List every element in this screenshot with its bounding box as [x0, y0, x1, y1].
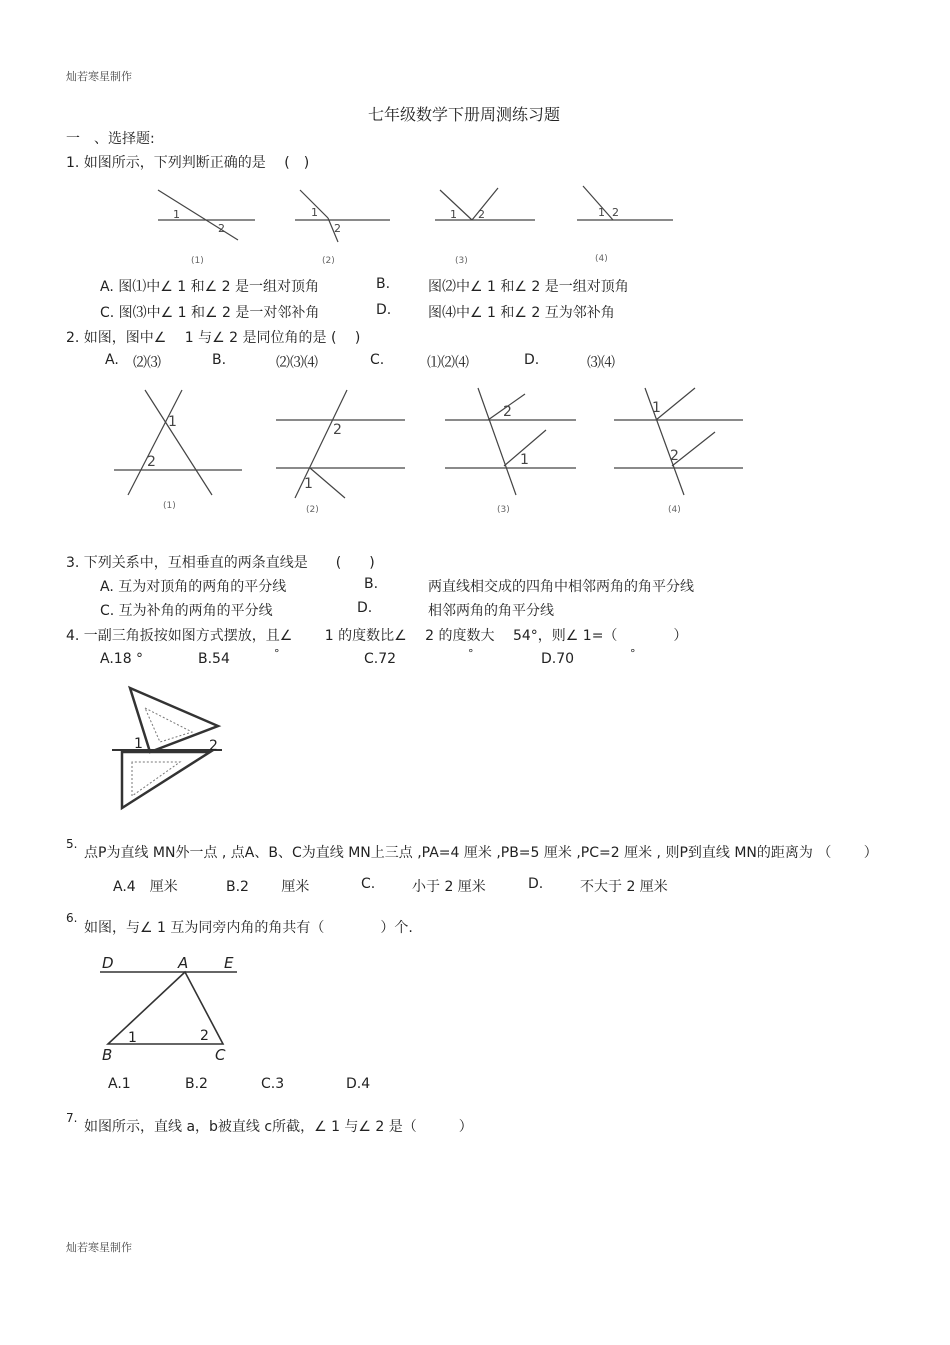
q1-figures — [0, 180, 950, 270]
q2-fig-label-4: (4) — [668, 505, 681, 515]
svg-text:2: 2 — [333, 422, 342, 438]
q2-fig-label-2: (2) — [306, 505, 319, 515]
svg-text:1: 1 — [652, 400, 661, 416]
q5-option-d-letter: D. — [528, 876, 544, 892]
q1-option-b: 图⑵中∠ 1 和∠ 2 是一组对顶角 — [428, 279, 629, 295]
q5-option-c-letter: C. — [361, 876, 376, 892]
q6-option-b: B.2 — [185, 1076, 208, 1092]
q4-option-b-degree: ° — [274, 647, 280, 660]
q1-stem: 1. 如图所示，下列判断正确的是 ( ) — [66, 155, 310, 171]
svg-text:A: A — [178, 954, 189, 972]
q2-figures — [0, 380, 950, 520]
svg-text:2: 2 — [209, 738, 218, 754]
svg-text:1: 1 — [128, 1030, 137, 1046]
svg-text:B: B — [102, 1046, 113, 1064]
svg-text:2: 2 — [218, 222, 225, 235]
q2-option-a: ⑵⑶ — [133, 355, 161, 371]
q2-stem: 2. 如图，图中∠ 1 与∠ 2 是同位角的是 ( ) — [66, 330, 361, 346]
page-title: 七年级数学下册周测练习题 — [368, 105, 561, 124]
q3-option-a: A. 互为对顶角的两角的平分线 — [100, 579, 287, 595]
q3-option-d-letter: D. — [357, 600, 373, 616]
q4-option-d: D.70 — [541, 651, 575, 667]
page-footer: 灿若寒星制作 — [66, 1241, 132, 1254]
q2-option-b: ⑵⑶⑷ — [276, 355, 318, 371]
svg-text:1: 1 — [168, 414, 177, 430]
q3-option-b: 两直线相交成的四角中相邻两角的角平分线 — [428, 579, 694, 595]
svg-text:D: D — [102, 954, 114, 972]
q6-option-c: C.3 — [261, 1076, 285, 1092]
q5-option-c: 小于 2 厘米 — [412, 879, 486, 895]
svg-text:2: 2 — [147, 454, 156, 470]
q5-number: 5. — [66, 837, 78, 851]
q3-option-c: C. 互为补角的两角的平分线 — [100, 603, 273, 619]
q2-option-d-letter: D. — [524, 352, 540, 368]
q5-option-a: A.4 厘米 — [113, 879, 178, 895]
q2-option-a-letter: A. — [105, 352, 119, 368]
q6-figure — [0, 950, 260, 1065]
q4-option-c-degree: ° — [468, 647, 474, 660]
q4-figure — [0, 680, 260, 820]
q1-option-a: A. 图⑴中∠ 1 和∠ 2 是一组对顶角 — [100, 279, 319, 295]
q1-option-d-letter: D. — [376, 302, 392, 318]
q1-option-b-letter: B. — [376, 276, 391, 292]
q3-stem: 3. 下列关系中，互相垂直的两条直线是 ( ) — [66, 555, 375, 571]
q4-option-c: C.72 — [364, 651, 397, 667]
q5-option-b: B.2 厘米 — [226, 879, 310, 895]
q7-stem: 如图所示，直线 a，b被直线 c所截，∠ 1 与∠ 2 是（ ） — [84, 1119, 473, 1135]
q2-option-b-letter: B. — [212, 352, 227, 368]
q4-option-b: B.54 — [198, 651, 230, 667]
q2-option-d: ⑶⑷ — [587, 355, 615, 371]
svg-text:E: E — [224, 954, 234, 972]
q2-option-c-letter: C. — [370, 352, 385, 368]
q1-fig-label-2: (2) — [322, 256, 335, 266]
q6-option-d: D.4 — [346, 1076, 371, 1092]
svg-text:2: 2 — [200, 1028, 209, 1044]
q2-option-c: ⑴⑵⑷ — [427, 355, 469, 371]
svg-text:1: 1 — [304, 476, 313, 492]
q4-option-d-degree: ° — [630, 647, 636, 660]
q3-option-d: 相邻两角的角平分线 — [428, 603, 554, 619]
q5-option-d: 不大于 2 厘米 — [580, 879, 668, 895]
svg-text:2: 2 — [612, 206, 619, 219]
q4-option-a: A.18 ° — [100, 651, 144, 667]
q1-fig-label-3: (3) — [455, 256, 468, 266]
q6-stem: 如图，与∠ 1 互为同旁内角的角共有（ ）个. — [84, 920, 413, 936]
svg-text:1: 1 — [520, 452, 529, 468]
q2-fig-label-1: (1) — [163, 501, 176, 511]
q2-fig-label-3: (3) — [497, 505, 510, 515]
svg-text:1: 1 — [134, 736, 143, 752]
section-heading: 一 、选择题: — [66, 131, 155, 147]
svg-text:2: 2 — [503, 404, 512, 420]
svg-text:1: 1 — [450, 208, 457, 221]
svg-text:2: 2 — [478, 208, 485, 221]
q1-option-d: 图⑷中∠ 1 和∠ 2 互为邻补角 — [428, 305, 615, 321]
q5-stem: 点P为直线 MN外一点 , 点A、B、C为直线 MN上三点 ,PA=4 厘米 ,PB=5 厘米 ,PC=2 厘米 , 则P到直线 MN的距离为 （ ） — [84, 845, 878, 861]
q6-number: 6. — [66, 911, 78, 925]
q1-fig-label-4: (4) — [595, 254, 608, 264]
q1-option-c: C. 图⑶中∠ 1 和∠ 2 是一对邻补角 — [100, 305, 320, 321]
q7-number: 7. — [66, 1111, 78, 1125]
page-header: 灿若寒星制作 — [66, 70, 132, 83]
q3-option-b-letter: B. — [364, 576, 379, 592]
q4-stem: 4. 一副三角扳按如图方式摆放，且∠ 1 的度数比∠ 2 的度数大 54°，则∠ 1=（ ） — [66, 628, 688, 644]
svg-text:C: C — [215, 1046, 226, 1064]
q1-fig-label-1: (1) — [191, 256, 204, 266]
q6-option-a: A.1 — [108, 1076, 131, 1092]
svg-text:2: 2 — [334, 222, 341, 235]
svg-text:1: 1 — [311, 206, 318, 219]
svg-text:1: 1 — [598, 206, 605, 219]
svg-text:2: 2 — [670, 448, 679, 464]
svg-text:1: 1 — [173, 208, 180, 221]
